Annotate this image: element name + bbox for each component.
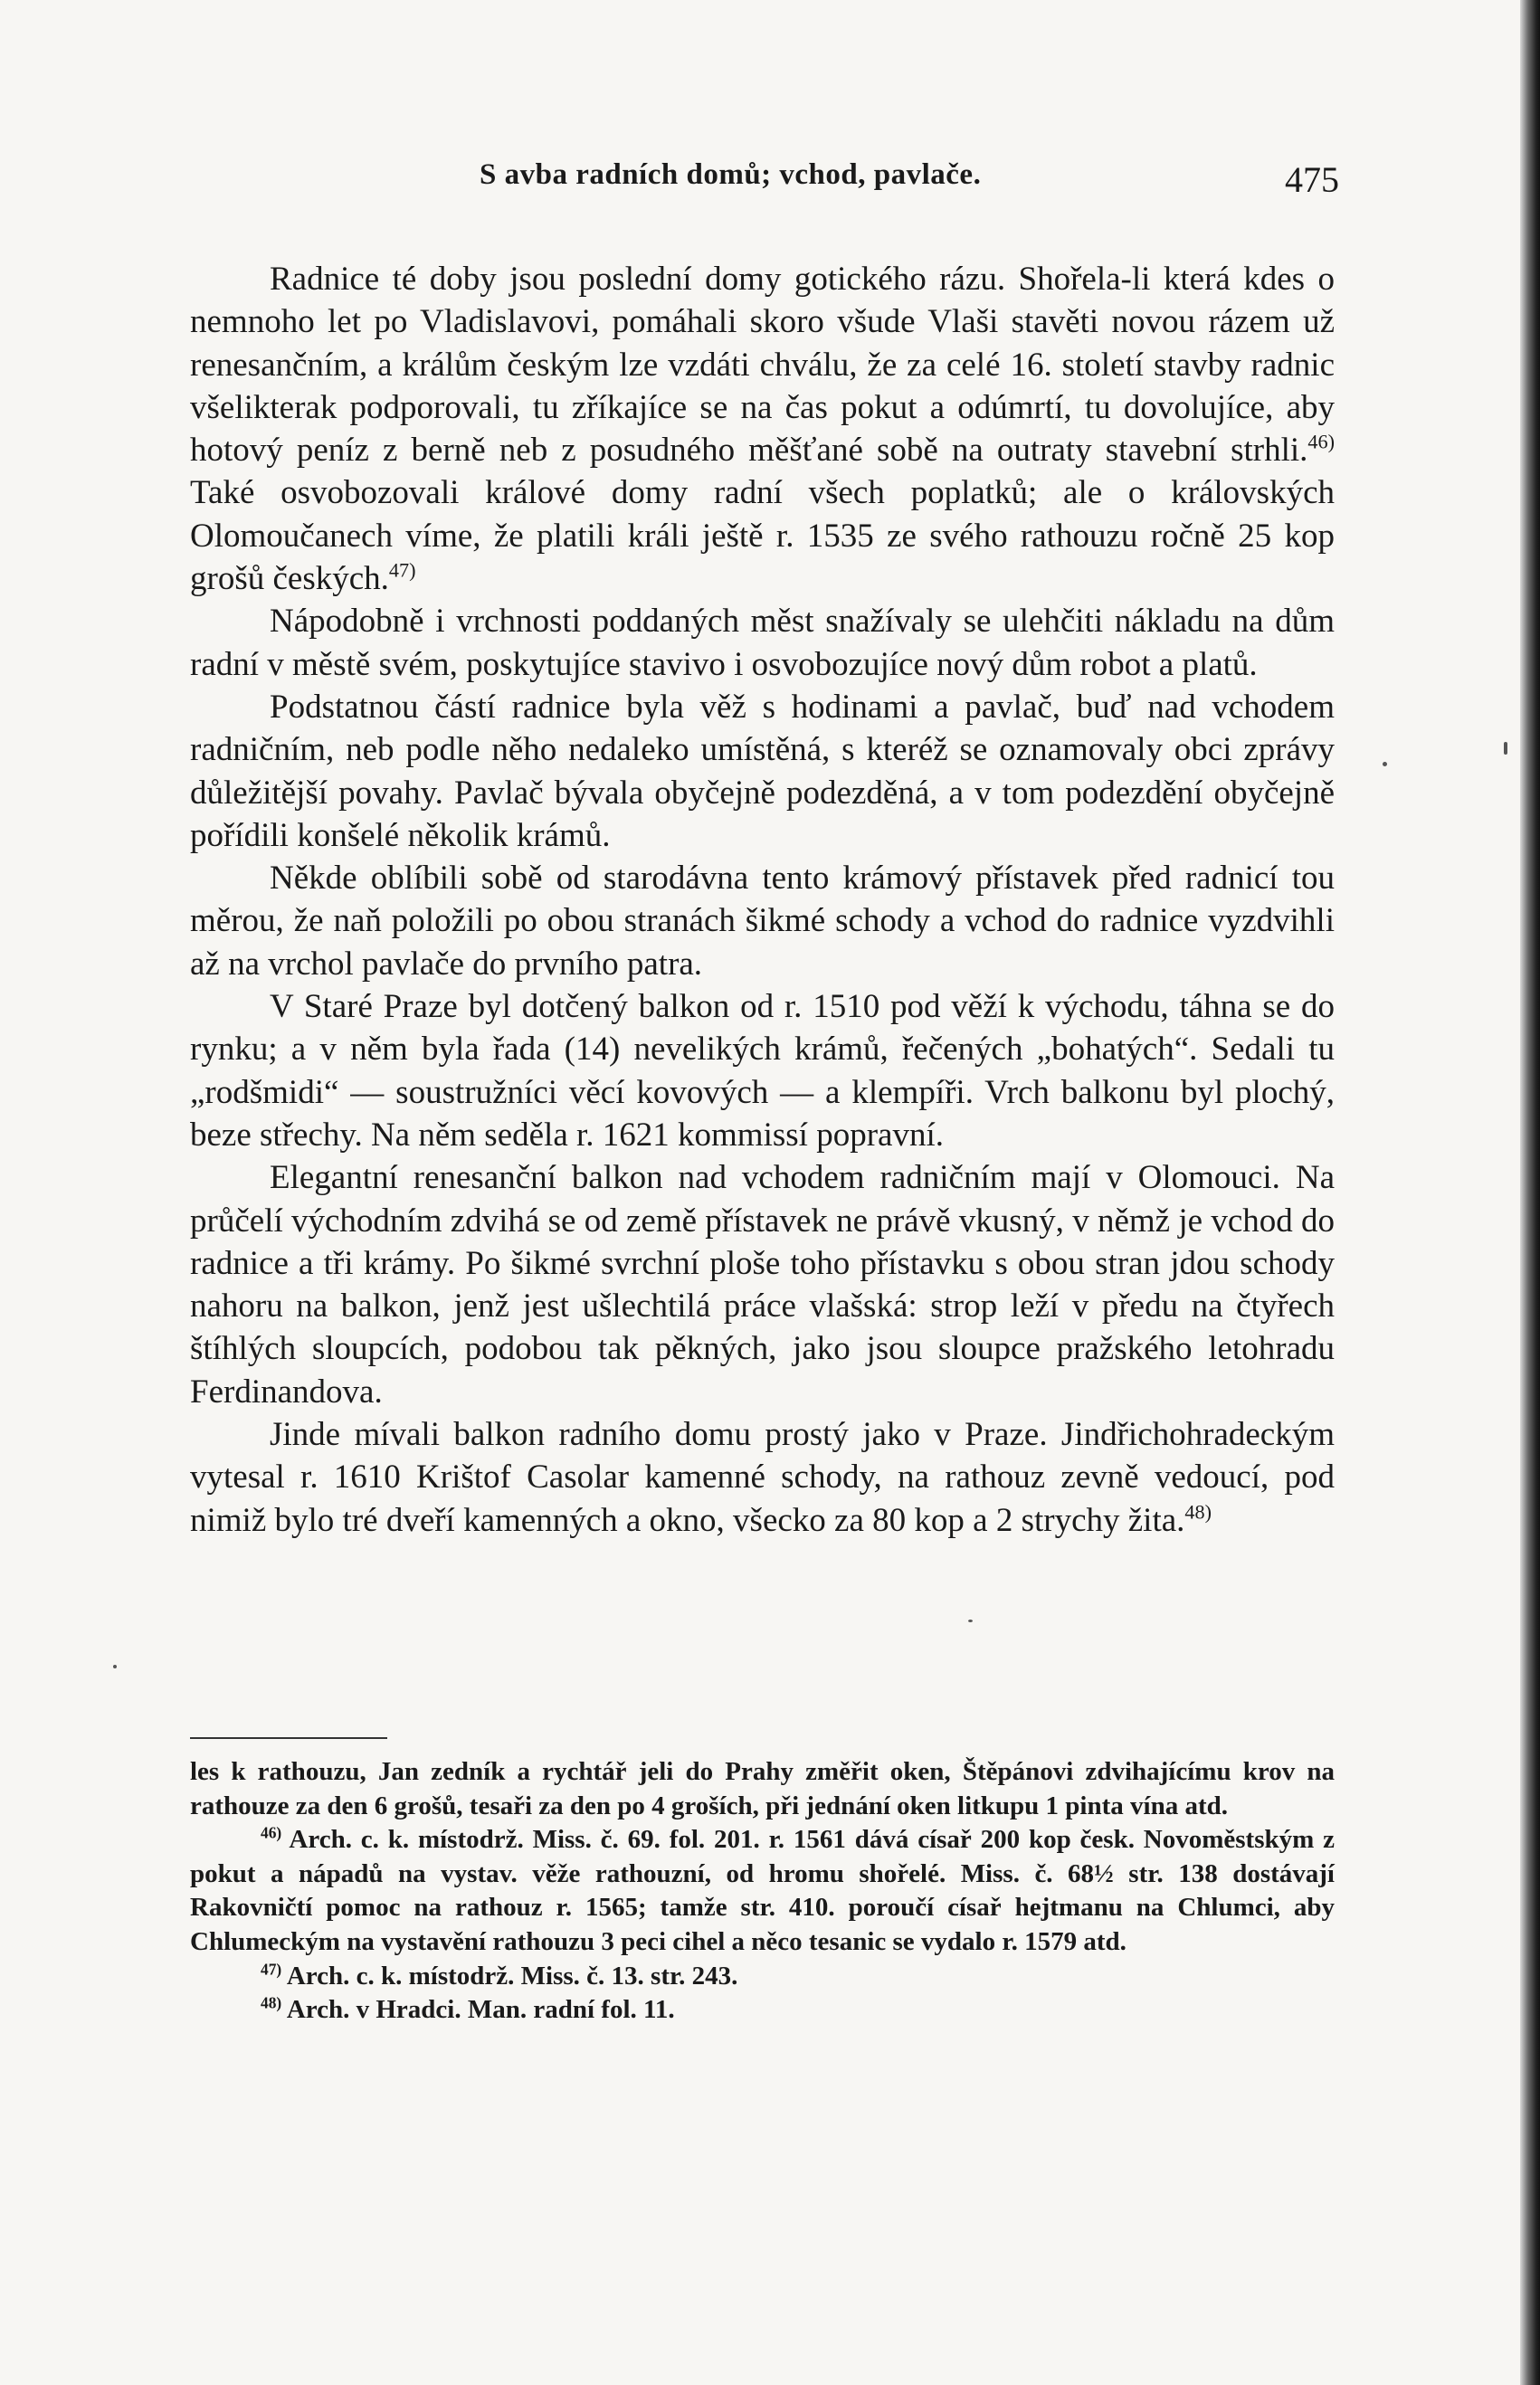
footnote-reference: 48) — [261, 1993, 282, 2012]
footnote-separator — [190, 1737, 387, 1739]
text-run: Arch. v Hradci. Man. radní fol. 11. — [281, 1995, 675, 2025]
page-number: 475 — [1285, 159, 1339, 200]
text-run: les k rathouzu, Jan zedník a rychtář jeli do Prahy změřit oken, Štěpánovi zdvihajícímu krov na rathouze za den 6 grošů, tesaři za den po 4 groších, při jednání oken litkupu 1 pinta vína atd. — [190, 1757, 1335, 1820]
paragraph — [190, 1156, 1335, 1413]
text-run: Arch. c. k. místodrž. Miss. č. 13. str. 243. — [281, 1961, 738, 1991]
footnote — [190, 1960, 1335, 1994]
footnote-reference: 46) — [261, 1823, 282, 1842]
text-run: Nápodobně i vrchnosti poddaných měst snažívaly se ulehčiti nákladu na dům radní v městě svém, poskytujíce stavivo i osvobozujíce nový dům robot a platů. — [190, 603, 1335, 683]
page-edge-shadow — [1520, 0, 1540, 2385]
paragraph — [190, 857, 1335, 985]
text-run: Arch. c. k. místodrž. Miss. č. 69. fol. 201. r. 1561 dává císař 200 kop česk. Novoměstským z pokut a nápadů na vystav. věže rathouzní, od hromu shořelé. Miss. č. 68½ str. 138 dostávají Rakovničtí pomoc na rathouz r. 1565; tamže str. 410. poroučí císař hejtmanu na Chlumci, aby Chlumeckým na vystavění rathouzu 3 peci cihel a něco tesanic se vydalo r. 1579 atd. — [190, 1825, 1335, 1956]
footnote-reference: 46) — [1307, 430, 1335, 453]
paragraph — [190, 985, 1335, 1156]
footnote-reference: 48) — [1184, 1500, 1212, 1524]
footnote-reference: 47) — [388, 558, 416, 582]
footnote — [190, 1755, 1335, 1823]
text-run: Podstatnou částí radnice byla věž s hodinami a pavlač, buď nad vchodem radničním, neb podle něho nedaleko umístěná, s kteréž se oznamovaly obci zprávy důležitější povahy. Pavlač bývala obyčejně podezděná, a v tom podezdění obyčejně pořídili konšelé několik krámů. — [190, 688, 1335, 854]
paragraph — [190, 1413, 1335, 1542]
footnote — [190, 1993, 1335, 2028]
scan-speck — [1383, 762, 1387, 766]
text-run: V Staré Praze byl dotčený balkon od r. 1510 pod věží k východu, táhna se do rynku; a v něm byla řada (14) nevelikých krámů, řečených „bohatých“. Sedali tu „rodšmidi“ — soustružníci věcí kovových — a klempíři. Vrch balkonu byl plochý, beze střechy. Na něm seděla r. 1621 kommissí popravní. — [190, 988, 1335, 1154]
paragraph — [190, 686, 1335, 857]
text-run: Elegantní renesanční balkon nad vchodem radničním mají v Olomouci. Na průčelí východním zdvihá se od země přístavek ne právě vkusný, v němž je vchod do radnice a tři krámy. Po šikmé svrchní ploše toho přístavku s obou stran jdou schody nahoru na balkon, jenž jest ušlechtilá práce vlašská: strop leží v předu na čtyřech štíhlých sloupcích, podobou tak pěkných, jako jsou sloupce pražského letohradu Ferdinandova. — [190, 1159, 1335, 1411]
footnotes — [190, 1755, 1335, 2028]
running-title: S avba radních domů; vchod, pavlače. — [480, 158, 982, 191]
text-run: Jinde mívali balkon radního domu prostý jako v Praze. Jindřichohradeckým vytesal r. 1610 Krištof Casolar kamenné schody, na rathouz zevně vedoucí, pod nimiž bylo tré dveří kamenných a okno, všecko za 80 kop a 2 strychy žita. — [190, 1416, 1335, 1539]
footnote — [190, 1823, 1335, 1959]
main-text — [190, 258, 1335, 1542]
footnote-reference: 47) — [261, 1960, 282, 1979]
paragraph — [190, 258, 1335, 600]
page-header — [190, 158, 1339, 204]
scan-speck — [1504, 742, 1507, 755]
paragraph — [190, 600, 1335, 686]
scan-speck — [113, 1665, 117, 1668]
text-run: Někde oblíbili sobě od starodávna tento krámový přístavek před radnicí tou měrou, že naň položili po obou stranách šikmé schody a vchod do radnice vyzdvihli až na vrchol pavlače do prvního patra. — [190, 860, 1335, 983]
text-run: Také osvobozovali králové domy radní všech poplatků; ale o královských Olomoučanech víme, že platili králi ještě r. 1535 ze svého rathouzu ročně 25 kop grošů českých. — [190, 474, 1335, 598]
text-run: Radnice té doby jsou poslední domy gotického rázu. Shořela-li která kdes o nemnoho let po Vladislavovi, pomáhali skoro všude Vlaši stavěti novou rázem už renesančním, a králům českým lze vzdáti chválu, že za celé 16. století stavby radnic všelikterak podporovali, tu zříkajíce se na čas pokut a odúmrtí, tu dovolujíce, aby hotový peníz z berně neb z posudného měšťané sobě na outraty stavební strhli. — [190, 261, 1335, 470]
scan-speck — [968, 1620, 973, 1622]
